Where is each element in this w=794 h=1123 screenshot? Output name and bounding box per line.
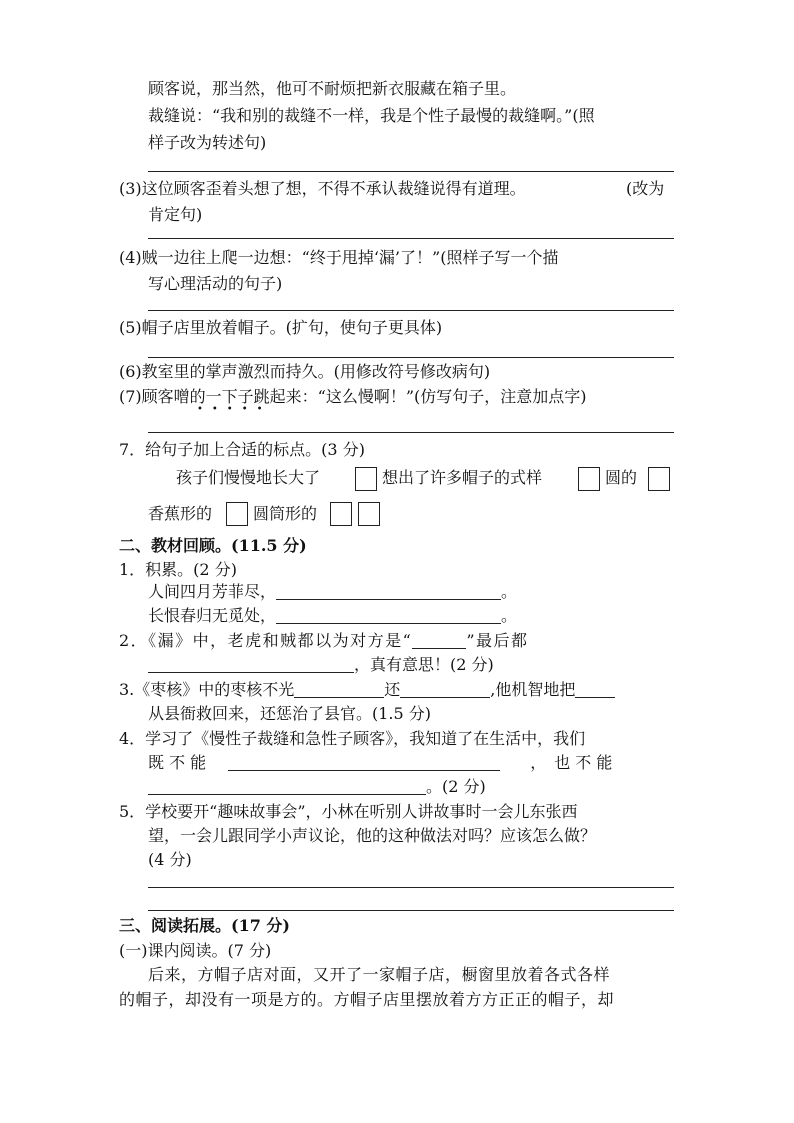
punctuation-box[interactable]: [358, 502, 380, 526]
period: 。: [501, 582, 518, 601]
q6-3-tag: (改为: [626, 179, 665, 198]
fill-blank[interactable]: [400, 681, 490, 698]
fill-blank[interactable]: [575, 681, 615, 698]
poem-line-2: 长恨春归无觅处，: [148, 606, 277, 625]
punctuation-box[interactable]: [578, 467, 600, 491]
s2-q2-line2: [148, 654, 494, 676]
fill-blank[interactable]: [276, 607, 501, 624]
s2-q4-text-b2: ， 也 不 能: [530, 753, 613, 772]
poem-line-1: 人间四月芳菲尽，: [148, 582, 277, 601]
q7-seg3: 圆的: [605, 468, 638, 487]
fill-blank[interactable]: [148, 778, 426, 795]
fill-blank[interactable]: [228, 754, 500, 771]
answer-line[interactable]: [148, 171, 674, 172]
punctuation-box[interactable]: [648, 467, 670, 491]
s2-q5-line1: 5．学校要开“趣味故事会”，小林在听别人讲故事时一会儿东张西: [119, 802, 578, 821]
fill-blank[interactable]: [276, 583, 501, 600]
answer-line[interactable]: [148, 910, 674, 911]
s2-q3-text-b: 还: [384, 680, 401, 699]
section-2-title: 二、教材回顾。(11.5 分): [119, 536, 307, 555]
answer-line[interactable]: [148, 310, 674, 311]
s2-q1-title: 1．积累。(2 分): [119, 560, 237, 579]
s2-q4-text-c: 。(2 分): [426, 777, 486, 796]
punctuation-box[interactable]: [355, 467, 377, 491]
reading-paragraph-line1: 后来，方帽子店对面，又开了一家帽子店，橱窗里放着各式各样: [148, 965, 611, 984]
q6-3-line2: 肯定句): [148, 205, 203, 224]
s2-q2-text-c: ，真有意思！(2 分): [354, 655, 494, 674]
s2-q2-line1: [119, 630, 529, 652]
s2-q1-line1: [148, 581, 517, 603]
q6-6: (6)教室里的掌声激烈而持久。(用修改符号修改病句): [119, 362, 491, 381]
fill-blank[interactable]: [294, 681, 384, 698]
answer-line[interactable]: [148, 887, 674, 888]
q6-4-line1: (4)贼一边往上爬一边想：“终于甩掉‘漏’了！”(照样子写一个描: [119, 248, 559, 267]
s2-q2-text-b: ”最后都: [466, 631, 529, 650]
punctuation-box[interactable]: [330, 502, 352, 526]
s2-q5-line3: (4 分): [148, 850, 192, 869]
s2-q4-line1: 4．学习了《慢性子裁缝和急性子顾客》，我知道了在生活中，我们: [119, 729, 586, 748]
q7-title: 7．给句子加上合适的标点。(3 分): [119, 440, 365, 459]
q6-7: (7)顾客噌的一下子跳起来：“这么慢啊！”(仿写句子，注意加点字): [119, 387, 587, 406]
s2-q3-line1: [119, 679, 615, 701]
s2-q3-line2: 从县衙救回来，还惩治了县官。(1.5 分): [148, 704, 432, 723]
q7-seg1: 孩子们慢慢地长大了: [176, 468, 321, 487]
s2-q4-line3: [148, 776, 486, 798]
q6-2-line2: 裁缝说：“我和别的裁缝不一样，我是个性子最慢的裁缝啊。”(照: [148, 106, 595, 125]
q6-2-line1: 顾客说，那当然，他可不耐烦把新衣服藏在箱子里。: [148, 79, 517, 98]
q7-seg5: 圆筒形的: [253, 504, 318, 523]
s2-q4-text-b1: 既 不 能: [148, 753, 207, 772]
fill-blank[interactable]: [148, 656, 354, 673]
s2-q3-text-c: ,他机智地把: [490, 680, 576, 699]
emphasis-dots: •••••: [197, 404, 272, 415]
answer-line[interactable]: [148, 238, 674, 239]
q6-4-line2: 写心理活动的句子): [148, 274, 283, 293]
answer-line[interactable]: [148, 432, 674, 433]
s2-q3-text-a: 3.《枣核》中的枣核不光: [119, 680, 295, 699]
s2-q2-text-a: 2．《漏》中，老虎和贼都以为对方是“: [119, 631, 413, 650]
punctuation-box[interactable]: [226, 502, 248, 526]
q6-3-line1: (3)这位顾客歪着头想了想，不得不承认裁缝说得有道理。: [119, 179, 526, 198]
q7-seg2: 想出了许多帽子的式样: [382, 468, 543, 487]
q6-5: (5)帽子店里放着帽子。(扩句，使句子更具体): [119, 318, 443, 337]
reading-paragraph-line2: 的帽子，却没有一项是方的。方帽子店里摆放着方方正正的帽子，却: [119, 990, 615, 1009]
section-3-subtitle: (一)课内阅读。(7 分): [119, 941, 272, 960]
period: 。: [501, 606, 518, 625]
s2-q5-line2: 望，一会儿跟同学小声议论，他的这种做法对吗？应该怎么做？: [148, 826, 597, 845]
section-3-title: 三、阅读拓展。(17 分): [119, 916, 290, 935]
fill-blank[interactable]: [412, 632, 466, 649]
answer-line[interactable]: [148, 357, 674, 358]
q7-seg4: 香蕉形的: [148, 504, 213, 523]
q6-2-line3: 样子改为转述句): [148, 133, 267, 152]
s2-q4-line2: [148, 752, 612, 774]
s2-q1-line2: [148, 605, 517, 627]
